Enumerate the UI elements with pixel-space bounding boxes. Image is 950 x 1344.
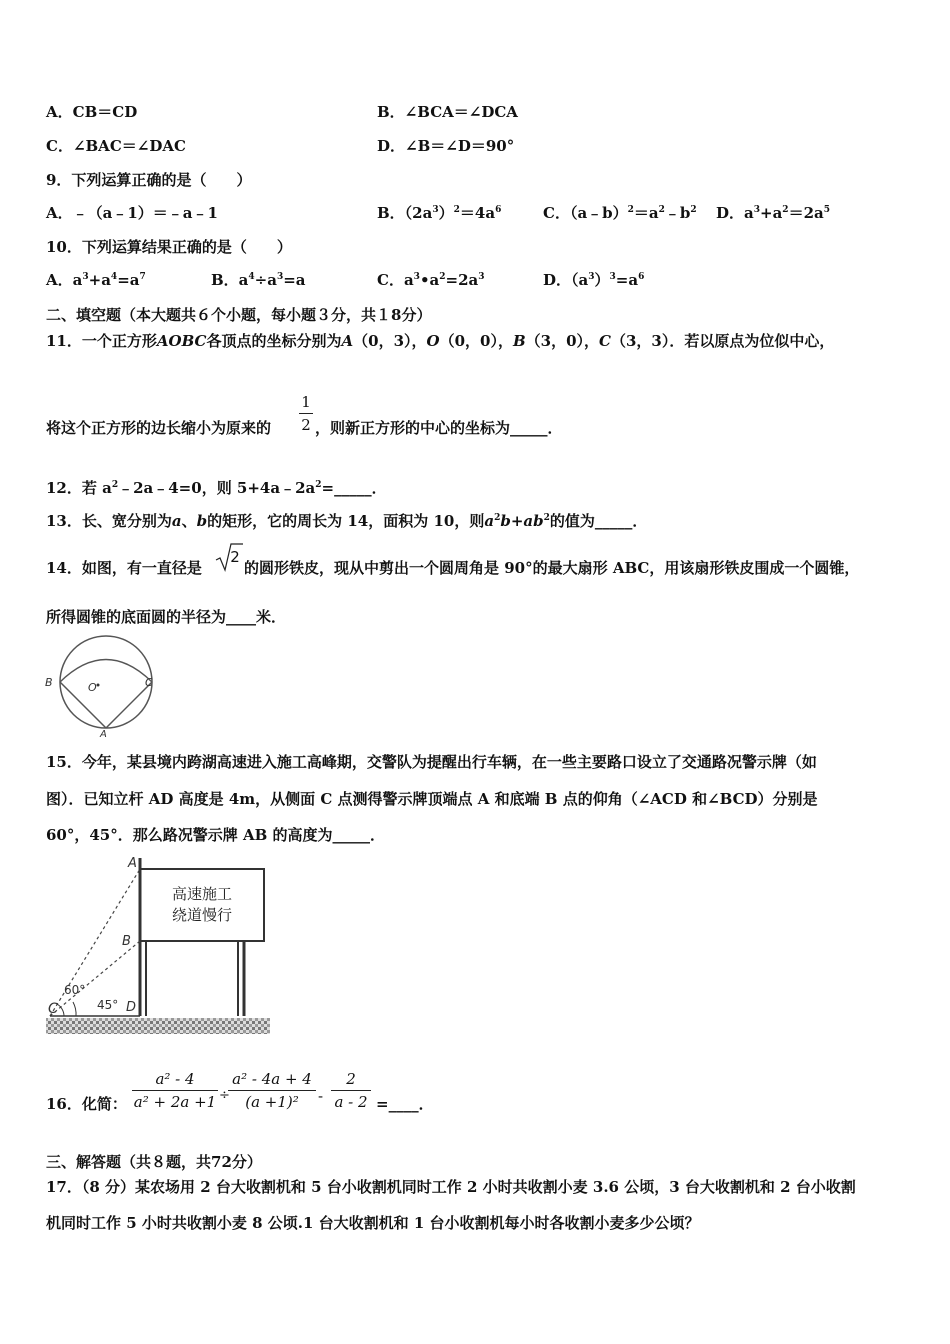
sign-text-line1: 高速施工 [171, 885, 233, 903]
q12: 12．若 $a^2﹣2a﹣4=0$，则 $5+4a﹣2a^2=\_\_\_\_\_$． [46, 479, 387, 497]
q16-minus: - [318, 1087, 324, 1105]
q10-stem: 10．下列运算结果正确的是（ ） [46, 238, 292, 256]
q14-line1-pre: 14．如图，有一直径是 [46, 559, 202, 577]
sqrt-symbol [214, 540, 244, 574]
q10-option-b: B．$a^4\div a^3=a$ [211, 271, 306, 289]
q11-fraction-num: 1 [301, 393, 311, 411]
angle-arc-60 [57, 1004, 64, 1016]
q14-line1-post: 的圆形铁皮，现从中剪出一个圆周角是 90°的最大扇形 ABC，用该扇形铁皮围成一个圆锥， [244, 559, 860, 577]
q9-option-a: A．﹣（a﹣1）＝﹣a﹣1 [46, 204, 218, 222]
q9-option-d: D．$a^3+a^2=2a^5$ [716, 204, 830, 222]
q17-line2: 机同时工作 5 小时共收割小麦 8 公顷.1 台大收割机和 1 台小收割机每小时各收割小麦多少公顷？ [46, 1214, 700, 1232]
fraction-bar [299, 413, 313, 414]
q16-f1-num: a² - 4 [155, 1070, 195, 1088]
angle-arc-45 [73, 1002, 76, 1016]
circle-outline [60, 636, 152, 728]
fraction-bar [228, 1090, 316, 1091]
q16-label: 16．化简： [46, 1095, 127, 1113]
q9-stem: 9．下列运算正确的是（ ） [46, 171, 252, 189]
q15-label-d: D [126, 1000, 137, 1015]
q15-line2: 图）．已知立杆 AD 高度是 4m，从侧面 C 点测得警示牌顶端点 A 和底端 B 点的仰角（∠ACD 和∠BCD）分别是 [46, 790, 818, 808]
q9-option-c: C．$(a﹣b)^2=a^2﹣b^2$ [543, 204, 697, 222]
q14-line2: 所得圆锥的底面圆的半径为____米． [46, 608, 287, 626]
q13: 13．长、宽分别为a、b的矩形，它的周长为 14，面积为 10，则$a^2b+ab^2$的值为_____． [46, 512, 648, 530]
q14-radicand: 2 [230, 548, 240, 566]
q16-f2-den: (a +1)² [245, 1093, 299, 1111]
q16-f3-num: 2 [346, 1070, 356, 1088]
q8-option-a: A．CB＝CD [46, 103, 138, 121]
q10-option-a: A．$a^3+a^4=a^7$ [46, 271, 146, 289]
q15-label-c: C [48, 1001, 58, 1017]
fraction-bar [132, 1090, 218, 1091]
section-3-heading: 三、解答题（共８题，共72分） [46, 1153, 262, 1171]
q15-angle-45: 45° [97, 998, 119, 1012]
q16-f1-den: a² + 2a +1 [133, 1093, 217, 1111]
q11-fraction [299, 393, 313, 434]
q16-divide: ÷ [219, 1088, 230, 1103]
q14-circle-figure [40, 633, 162, 738]
q16-f3-den: a - 2 [334, 1093, 368, 1111]
q11-line1: 11．一个正方形AOBC各顶点的坐标分别为A（0，3），O（0，0），B（3，0），C（3，3）．若以原点为位似中心， [46, 332, 835, 350]
q16-f2-num: a² - 4a + 4 [232, 1070, 312, 1088]
sign-text-line2: 绕道慢行 [171, 906, 233, 924]
q14-label-a: A [100, 729, 107, 738]
q15-line3: 60°，45°．那么路况警示牌 AB 的高度为_____． [46, 826, 386, 844]
q15-label-a: A [128, 856, 137, 871]
q16-fraction-1 [132, 1070, 218, 1111]
q11-line2-pre: 将这个正方形的边长缩小为原来的 [46, 419, 272, 437]
fraction-bar [331, 1090, 371, 1091]
q8-option-d: D．∠B＝∠D＝90° [377, 137, 515, 155]
q11-fraction-den: 2 [301, 416, 311, 434]
sector-arc [60, 660, 152, 683]
q8-option-b: B．∠BCA＝∠DCA [377, 103, 518, 121]
q11-line2-post: ，则新正方形的中心的坐标为_____． [315, 419, 563, 437]
q8-option-c: C．∠BAC＝∠DAC [46, 137, 186, 155]
q9-option-b: B．$(2a^3)^2=4a^6$ [377, 204, 502, 222]
q10-option-d: D．$(a^3)^3=a^6$ [543, 271, 645, 289]
q14-label-b: B [45, 676, 53, 689]
q17-line1: 17．（8 分）某农场用 2 台大收割机和 5 台小收割机同时工作 2 小时共收割小麦 3.6 公顷，3 台大收割机和 2 台小收割 [46, 1178, 856, 1196]
q10-option-c: C．$a^3•a^2=2a^3$ [377, 271, 485, 289]
center-point [97, 684, 100, 687]
q16-fraction-3 [331, 1070, 371, 1111]
q15-angle-60: 60° [64, 983, 86, 997]
q15-sign-figure [42, 853, 270, 1038]
q16-fraction-2 [228, 1070, 316, 1111]
q16-tail: =____． [376, 1095, 434, 1113]
section-2-heading: 二、填空题（本大题共６个小题，每小题３分，共１8分） [46, 306, 432, 324]
sign-board [140, 869, 264, 941]
q14-label-c: C [145, 676, 153, 689]
ground-hatch [46, 1018, 270, 1034]
q15-label-b: B [122, 934, 131, 949]
q15-line1: 15．今年，某县境内跨湖高速进入施工高峰期，交警队为提醒出行车辆，在一些主要路口设立了交通路况警示牌（如 [46, 753, 817, 771]
q14-label-o: O [88, 681, 97, 694]
